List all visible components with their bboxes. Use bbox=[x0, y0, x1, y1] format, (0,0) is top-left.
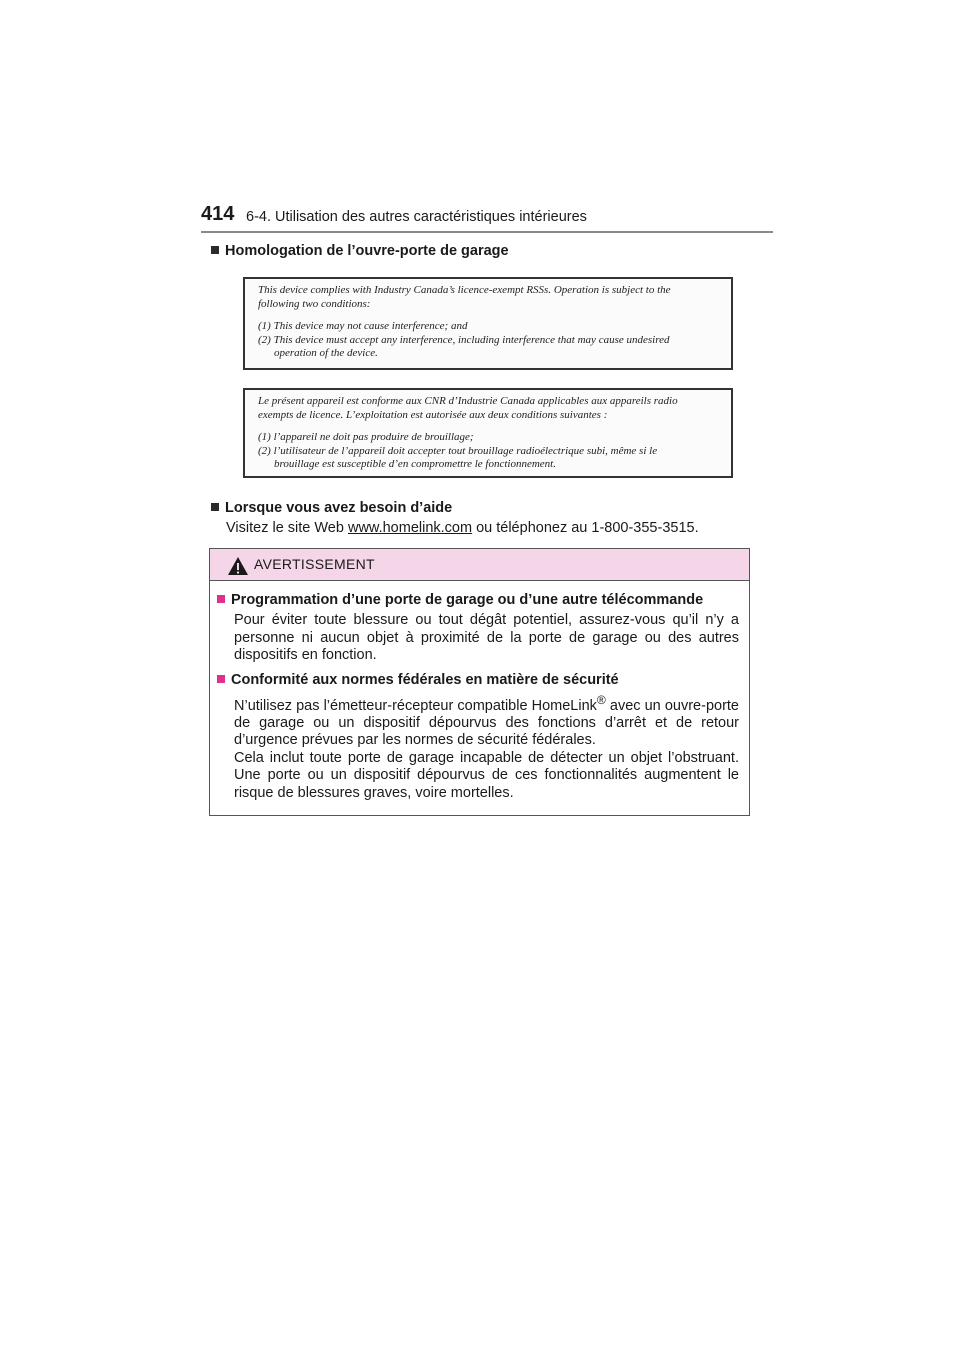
english-notice-condition-1: (1) This device may not cause interference; and bbox=[258, 320, 468, 332]
section-title: 6-4. Utilisation des autres caractéristiques intérieures bbox=[246, 209, 587, 225]
warning-triangle-icon bbox=[227, 556, 249, 576]
warning-item-text-part: N’utilisez pas l’émetteur-récepteur compatible HomeLink bbox=[234, 697, 597, 714]
french-notice-line: exempts de licence. L’exploitation est autorisée aux deux conditions suivantes : bbox=[258, 408, 608, 421]
french-notice-condition-2: (2) l’utilisateur de l’appareil doit accepter tout brouillage radioélectrique subi, même si le bbox=[258, 444, 658, 457]
warning-box bbox=[209, 548, 750, 816]
help-heading-text: Lorsque vous avez besoin d’aide bbox=[225, 500, 453, 516]
warning-item bbox=[217, 591, 739, 665]
warning-header bbox=[210, 549, 749, 581]
help-text-after: ou téléphonez au 1-800-355-3515. bbox=[472, 520, 699, 536]
square-bullet-icon bbox=[211, 246, 219, 254]
warning-item-title bbox=[217, 671, 739, 690]
warning-item-text: Cela inclut toute porte de garage incapable de détecter un objet l’obstruant. Une porte ou un dispositif dépourvus de ces fonctionnalités augmentent le risque de blessures graves, voire mortelles. bbox=[234, 749, 739, 801]
help-heading bbox=[211, 500, 452, 516]
square-bullet-icon bbox=[217, 595, 225, 603]
warning-item-text: Pour éviter toute blessure ou tout dégât potentiel, assurez-vous qu’il n’y a personne ni aucun objet à proximité de la porte de garage ou des autres dispositifs en fonction. bbox=[234, 612, 739, 663]
warning-item-text bbox=[234, 692, 739, 750]
warning-item-title bbox=[217, 591, 739, 610]
help-text bbox=[226, 520, 699, 536]
french-notice-box bbox=[243, 388, 733, 478]
english-notice-line: following two conditions: bbox=[258, 297, 371, 310]
french-notice-line: Le présent appareil est conforme aux CNR d’Industrie Canada applicables aux appareils radio bbox=[258, 395, 678, 407]
square-bullet-icon bbox=[211, 503, 219, 511]
warning-label: AVERTISSEMENT bbox=[254, 556, 375, 572]
french-notice-condition-2-cont: brouillage est susceptible d’en compromettre le fonctionnement. bbox=[274, 458, 556, 470]
warning-item-title-text: Programmation d’une porte de garage ou d’une autre télécommande bbox=[231, 592, 704, 608]
square-bullet-icon bbox=[217, 675, 225, 683]
french-notice-condition-1: (1) l’appareil ne doit pas produire de brouillage; bbox=[258, 431, 474, 443]
registered-mark: ® bbox=[596, 692, 606, 707]
page-number: 414 bbox=[201, 203, 235, 225]
homologation-heading-text: Homologation de l’ouvre-porte de garage bbox=[225, 243, 509, 259]
english-notice-box bbox=[243, 277, 733, 370]
warning-item bbox=[217, 671, 739, 803]
english-notice-condition-2: (2) This device must accept any interference, including interference that may cause undesired bbox=[258, 333, 670, 346]
english-notice-condition-2-cont: operation of the device. bbox=[274, 347, 378, 359]
english-notice-line: This device complies with Industry Canada’s licence-exempt RSSs. Operation is subject to the bbox=[258, 284, 671, 296]
warning-item-text-part: avec un ouvre-porte de garage ou un dispositif dépourvus des fonctions d’arrêt et de retour d’urgence prévues par les normes de sécurité fédérales. bbox=[234, 697, 739, 749]
help-text-before: Visitez le site Web bbox=[226, 520, 348, 536]
homologation-heading bbox=[211, 243, 509, 259]
homelink-link[interactable]: www.homelink.com bbox=[347, 520, 473, 536]
header-divider bbox=[201, 231, 773, 233]
warning-item-title-text: Conformité aux normes fédérales en matière de sécurité bbox=[231, 671, 619, 688]
